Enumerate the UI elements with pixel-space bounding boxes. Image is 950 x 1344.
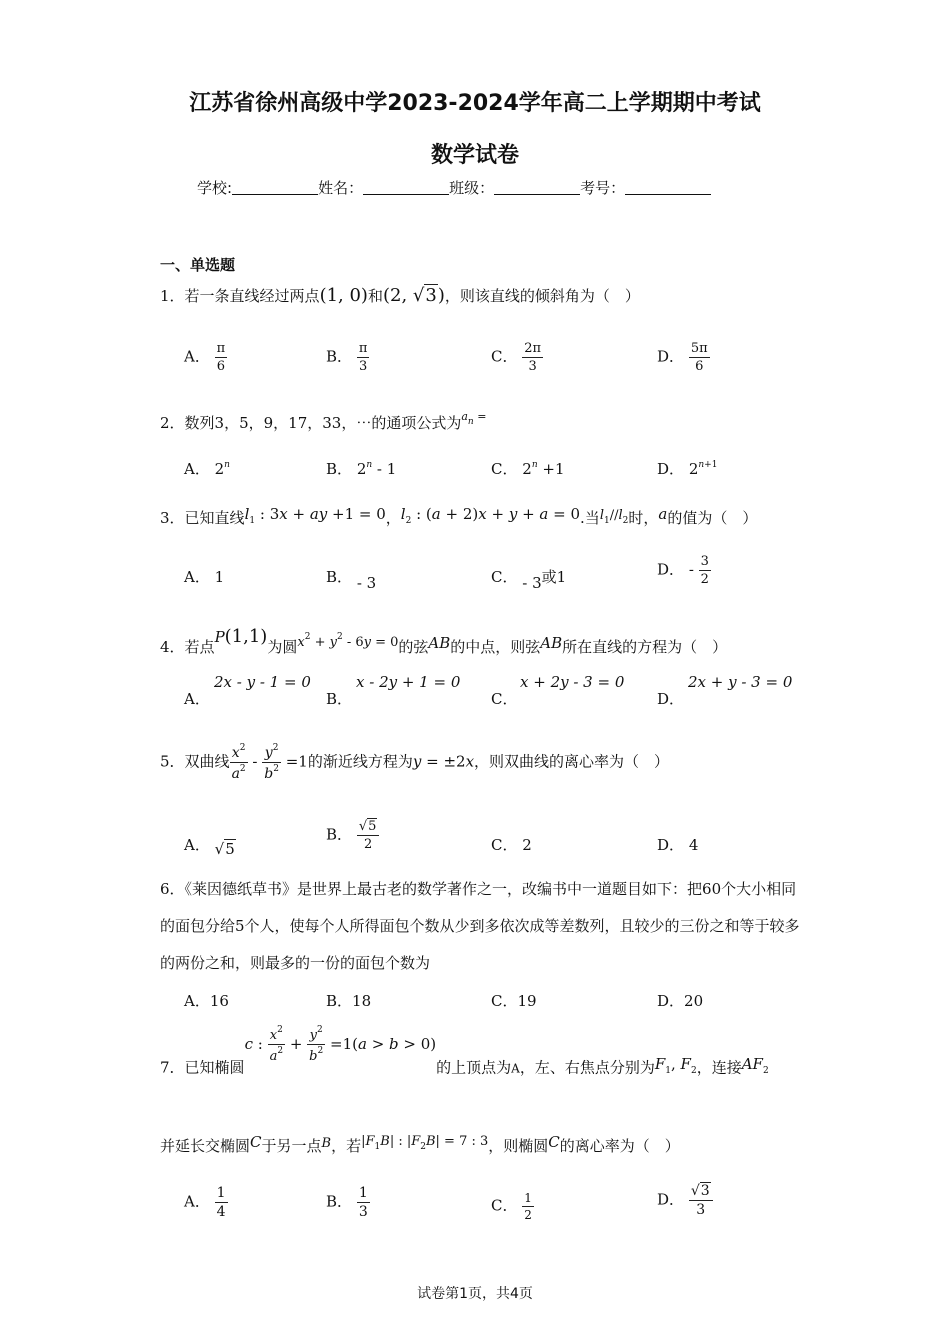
option-math: $2^n +1$ [522,460,565,478]
option-label: A． [184,460,210,478]
question-text: 的值为（ ） [667,509,758,527]
q1-option-a[interactable] [184,342,227,373]
question-text: 已知直线 [184,509,245,527]
option-label: C． [491,836,518,854]
fraction: $\frac{5\pi}{6}$ [690,341,708,374]
q6-option-a[interactable] [184,990,229,1011]
question-number: 3． [160,509,185,527]
point-1-0: (1, 0) [319,285,368,306]
point-p: P(1,1) [214,626,268,647]
option-label: B． [326,347,353,366]
option-value: 20 [684,992,704,1010]
school-label: 学校: [197,179,233,197]
option-math: $2^{n+1}$ [688,460,718,478]
option-label: A． [184,690,210,708]
question-text: 并延长交椭圆 [160,1137,251,1155]
asymptote-equation: y = ±2x [412,752,475,771]
q5-option-c[interactable] [491,834,532,855]
question-text: ，左、右焦点分别为 [519,1058,655,1077]
student-info-line [197,177,711,198]
fraction: $\frac{\pi}{6}$ [216,341,226,374]
option-label: B． [326,690,353,708]
option-value: 或1 [541,568,567,586]
q7-option-b[interactable] [326,1186,370,1219]
question-text: ，则该直线的倾斜角为（ ） [444,287,640,305]
q3-option-c[interactable] [491,566,566,592]
school-blank[interactable] [232,180,318,195]
option-math: √5 [214,840,235,858]
question-text: 的中点，则弦 [450,638,541,656]
question-text: 的离心率为（ ） [559,1137,680,1155]
question-text: ，连接 [696,1058,742,1077]
option-label: A． [184,1192,210,1211]
option-label: A． [184,568,210,586]
line-l1-equation: $l_1$ : 3x + ay +1 = 0 [244,505,386,526]
question-text: ，则双曲线的离心率为（ ） [474,752,670,771]
question-text: 数列3，5，9，17，33，⋯的通项公式为 [184,414,462,432]
exam-title: 江苏省徐州高级中学2023-2024学年高二上学期期中考试 [189,91,761,116]
question-7-line-2 [160,1133,680,1156]
option-value: 16 [209,992,229,1010]
option-math: 2$^n$ [214,460,230,478]
question-text: 《莱因德纸草书》是世界上最古老的数学著作之一，改编书中一道题目如下：把60个大小相同的面包分给5个人，使每个人所得面包个数从少到多依次成等差数列，且较少的三份之和等于较多的两份之和，则最多的一份的面包个数为 [160,880,800,972]
point-a: A [511,1061,520,1076]
variable-a: a [658,505,668,523]
fraction: $\frac{y^2}{b^2}$ [264,743,279,782]
question-5: 5．双曲线 $\frac{x^2}{a^2}$ - $\frac{y^2}{b^2}$ =1的渐近线方程为y = ±2x，则双曲线的离心率为（ ） [160,743,670,782]
q3-option-b[interactable] [326,566,376,592]
option-value: 18 [352,992,372,1010]
q2-option-d[interactable] [657,458,717,479]
q4-option-a-math: 2x - y - 1 = 0 [214,673,311,691]
option-label: B． [326,992,353,1010]
q7-option-d[interactable] [657,1184,713,1217]
ellipse-c: C [548,1133,560,1151]
question-text: 的渐近线方程为 [307,752,413,771]
chord-ab: AB [540,634,563,652]
question-text: 于另一点 [261,1137,322,1155]
point-2-sqrt3: (2, √3) [382,285,445,306]
question-text: 时， [628,509,659,527]
question-6 [160,871,800,982]
minus-sign: - [688,560,699,579]
fraction: $\frac{1}{2}$ [524,1191,532,1222]
question-text: ，若 [331,1137,362,1155]
question-text: 的上顶点为 [436,1058,512,1077]
question-number: 6． [160,880,185,898]
q4-option-b[interactable] [326,688,352,709]
q4-option-a[interactable] [184,688,210,709]
option-label: C． [491,347,518,366]
q3-option-d[interactable] [657,555,711,586]
q1-option-d[interactable] [657,342,710,373]
option-label: B． [326,1192,353,1211]
question-1 [160,285,640,306]
question-2 [160,410,486,433]
q6-option-b[interactable] [326,990,371,1011]
question-number: 5． [160,752,185,771]
option-value: 2 [522,836,532,854]
option-label: D． [657,560,685,579]
question-4 [160,626,727,657]
question-number: 4． [160,638,185,656]
option-math: 2$^n$ - 1 [356,460,397,478]
option-label: D． [657,347,685,366]
option-label: A． [184,347,210,366]
point-b: B [321,1136,332,1151]
question-text: 的弦 [398,638,429,656]
option-label: D． [657,1190,685,1209]
class-blank[interactable] [494,180,580,195]
q1-option-c[interactable] [491,342,543,373]
fraction: $\frac{\pi}{3}$ [358,341,368,374]
question-number: 7． [160,1058,185,1077]
question-number: 1． [160,287,185,305]
q6-option-c[interactable] [491,990,537,1011]
option-label: C． [491,460,518,478]
question-number: 2． [160,414,185,432]
fraction: $\frac{x^2}{a^2}$ [231,743,246,782]
question-3 [160,505,757,528]
circle-equation: $x^2 + y^2 - 6y = 0$ [297,632,399,650]
fraction: $\frac{√5}{2}$ [357,820,380,851]
page-footer: 试卷第1页，共4页 [417,1286,533,1302]
chord-ab: AB [428,634,451,652]
name-label: 姓名： [318,179,364,197]
question-text: 若一条直线经过两点 [184,287,320,305]
q4-option-d-math: 2x + y - 3 = 0 [688,673,793,691]
number-blank[interactable] [625,180,711,195]
section-heading: 一、单选题 [160,256,236,274]
number-label: 考号： [580,179,626,197]
option-value: 19 [517,992,537,1010]
q4-option-d[interactable] [657,688,684,709]
option-label: C． [491,1196,518,1215]
fraction: $\frac{2\pi}{3}$ [524,341,542,374]
option-value: 4 [688,836,699,854]
ellipse-equation: c : $\frac{x^2}{a^2}$ + $\frac{y^2}{b^2}$ =1(a > b > 0) [244,1025,437,1064]
question-text: 为圆 [267,638,298,656]
fraction: $\frac{√3}{3}$ [689,1184,713,1217]
name-blank[interactable] [363,180,449,195]
fraction: $\frac{1}{3}$ [358,1185,368,1220]
exam-subtitle: 数学试卷 [430,143,519,168]
q6-option-d[interactable] [657,990,703,1011]
q2-option-c[interactable] [491,458,565,479]
option-label: B． [326,568,353,586]
option-label: D． [657,460,685,478]
option-value: 1 [214,568,225,586]
option-label: A． [184,836,210,854]
question-text: 双曲线 [184,752,230,771]
question-text: 若点 [184,638,215,656]
question-text: ， [385,509,401,527]
option-value: - 3 [356,574,377,592]
q4-option-c-math: x + 2y - 3 = 0 [520,673,625,691]
question-text: 所在直线的方程为（ ） [562,638,728,656]
option-label: D． [657,836,685,854]
ellipse-c: C [250,1133,262,1151]
fraction: $\frac{1}{4}$ [216,1185,226,1220]
foci: $F_1$, $F_2$ [654,1054,697,1076]
option-label: A． [184,992,210,1010]
option-label: D． [657,992,685,1010]
q2-option-b[interactable] [326,458,396,479]
q5-option-b[interactable] [326,820,379,851]
option-label: C． [491,568,518,586]
option-label: B． [326,825,353,844]
ratio-condition: $|F_1B|$ : $|F_2B| = 7$ : 3 [361,1134,489,1152]
q1-option-b[interactable] [326,342,369,373]
q5-option-a[interactable] [184,834,236,858]
option-label: D． [657,690,685,708]
q5-option-d[interactable] [657,834,698,855]
question-text: ，则椭圆 [488,1137,549,1155]
fraction: $\frac{3}{2}$ [700,554,709,587]
q7-option-c[interactable] [491,1192,534,1221]
option-label: C． [491,992,518,1010]
question-text: 已知椭圆 [184,1058,245,1077]
question-text: .当 [580,509,600,527]
parallel-condition: $l_1//l_2$ [599,508,629,526]
q4-option-b-math: x - 2y + 1 = 0 [356,673,461,691]
question-text: 和 [367,287,383,305]
q4-option-c[interactable] [491,688,517,709]
class-label: 班级： [449,179,495,197]
line-l2-equation: $l_2$ : (a + 2)x + y + a = 0 [400,505,581,526]
q2-option-a[interactable] [184,458,230,479]
q3-option-a[interactable] [184,566,224,587]
question-7 [160,1026,769,1078]
option-label: C． [491,690,518,708]
a-n-equals: an = [461,410,487,427]
segment-af2: $AF_2$ [741,1054,769,1076]
option-value: - 3 [522,574,542,592]
q7-option-a[interactable] [184,1186,228,1219]
option-label: B． [326,460,353,478]
